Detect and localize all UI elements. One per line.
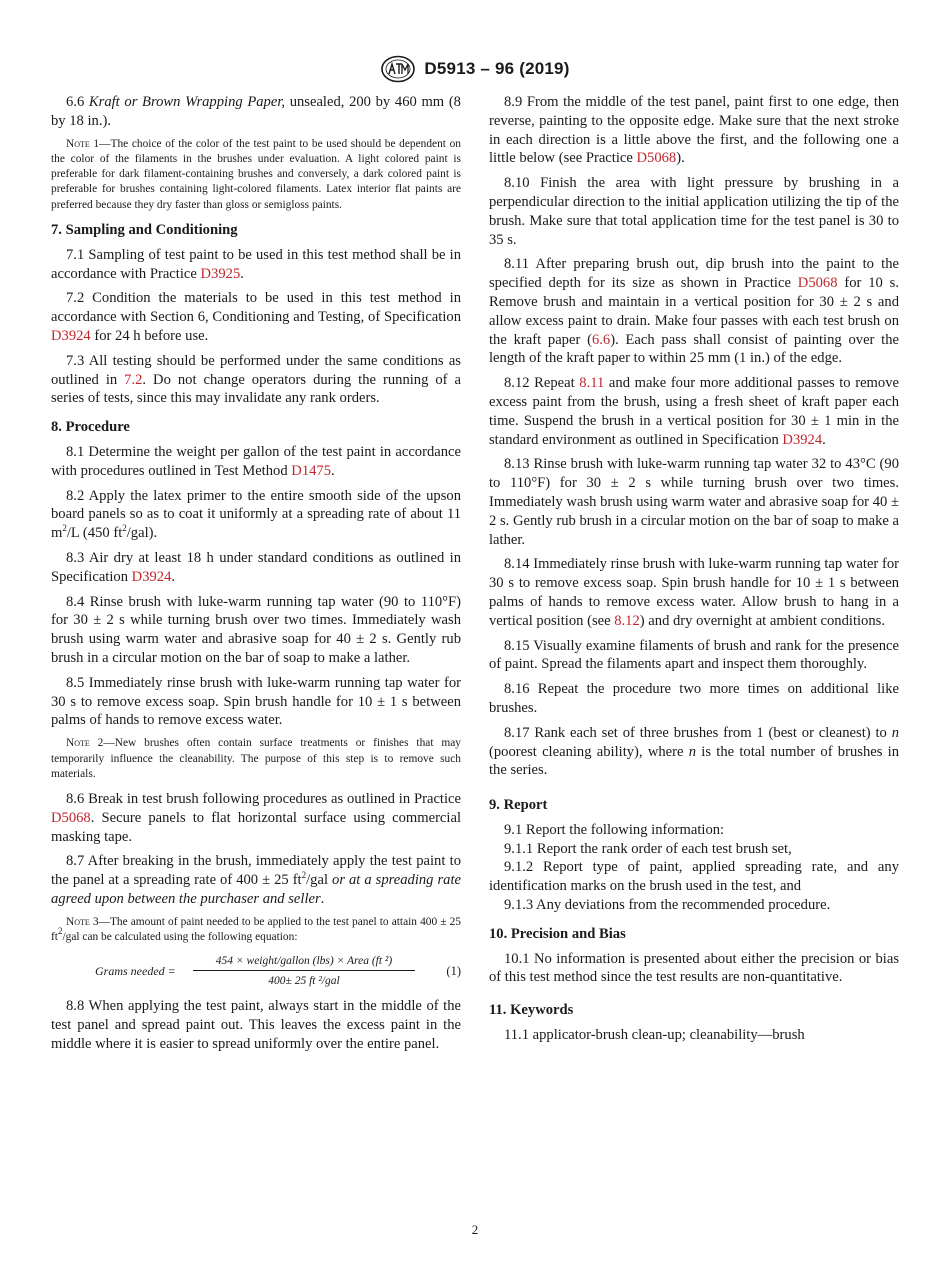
link-d5068[interactable]: D5068	[51, 809, 91, 826]
equation-lhs: Grams needed =	[95, 964, 176, 979]
note-3: Note 3—The amount of paint needed to be applied to the test panel to attain 400 ± 25 $ft^2$/gal can be calculated using the following equation:	[51, 915, 461, 944]
section-7-heading: 7. Sampling and Conditioning	[51, 222, 238, 239]
astm-logo-icon	[380, 55, 416, 83]
link-d3924[interactable]: D3924	[51, 328, 91, 345]
paragraph-8-6: 8.6 Break in test brush following procedures as outlined in Practice D5068. Secure panels to flat horizontal surface using commercial masking tape.	[51, 791, 461, 845]
paragraph-9-1-3: 9.1.3 Any deviations from the recommended procedure.	[504, 897, 831, 914]
paragraph-9-1-1: 9.1.1 Report the rank order of each test brush set,	[504, 840, 792, 857]
paragraph-8-7: 8.7 After breaking in the brush, immediately apply the test paint to the panel at a spreading rate of 400 ± 25 $ft^2$/gal or at a spreading rate agreed upon between the purchaser and seller.	[51, 853, 461, 908]
link-d1475[interactable]: D1475	[291, 462, 332, 479]
page-number: 2	[471, 1222, 479, 1237]
equation-1	[51, 953, 461, 991]
note-2: Note 2—New brushes often contain surface treatments or finishes that may temporarily influence the cleanability. The purpose of this step is to remove such materials.	[51, 737, 461, 780]
paragraph-8-14: 8.14 Immediately rinse brush with luke-warm running tap water for 30 s to remove excess soap. Spin brush handle for 10 ± 1 s between palms of hands to remove excess water. Allow brush to hang in a vertical position (see 8.12) and dry overnight at ambient conditions.	[489, 556, 899, 629]
paragraph-9-1-2: 9.1.2 Report type of paint, applied spreading rate, and any identification marks on the brush used in the test, and	[489, 859, 899, 895]
paragraph-9-1: 9.1 Report the following information:	[504, 821, 725, 838]
paragraph-10-1: 10.1 No information is presented about either the precision or bias of this test method since the test results are non-quantitative.	[489, 950, 899, 986]
paragraph-6-6: 6.6 Kraft or Brown Wrapping Paper, unsealed, 200 by 460 mm (8 by 18 in.).	[51, 94, 461, 129]
equation-fraction	[193, 953, 415, 989]
paragraph-8-3: 8.3 Air dry at least 18 h under standard conditions as outlined in Specification D3924.	[51, 550, 461, 585]
link-d5068[interactable]: D5068	[636, 150, 677, 167]
link-d3925[interactable]: D3925	[200, 265, 241, 282]
section-10-heading: 10. Precision and Bias	[489, 925, 626, 942]
paragraph-8-10: 8.10 Finish the area with light pressure by brushing in a perpendicular direction to the initial application utilizing the tip of the brush. Make sure that total application time for the test panel is 30 to 35 s.	[489, 175, 899, 248]
paragraph-8-8: 8.8 When applying the test paint, always start in the middle of the test panel and spread paint out. This leaves the excess paint in the middle where it is easier to spread uniformly over the entire panel.	[51, 998, 461, 1053]
equation-numerator: 454 × weight/gallon (lbs) × Area (ft ²)	[215, 955, 393, 968]
paragraph-8-2: 8.2 Apply the latex primer to the entire smooth side of the upson board panels so as to coat it uniformly at a spreading rate of about 11 $m^2/L$ (450 $ft^2/gal$).	[51, 487, 461, 542]
page-header	[0, 54, 950, 84]
section-8-heading: 8. Procedure	[51, 419, 130, 436]
link-d3924[interactable]: D3924	[782, 431, 823, 448]
paragraph-8-4: 8.4 Rinse brush with luke-warm running tap water (90 to 110°F) for 30 ± 2 s while turning brush over two times. Immediately wash brush using warm water and abrasive soap for 40 ± 2 s. Gently rub brush in a circular motion on the bar of soap to make a lather.	[51, 593, 461, 667]
link-d3924[interactable]: D3924	[131, 568, 172, 585]
paragraph-8-15: 8.15 Visually examine filaments of brush and rank for the presence of paint. Spread the filaments apart and inspect them thoroughly.	[489, 637, 899, 673]
left-column	[51, 93, 461, 1060]
paragraph-11-1: 11.1 applicator-brush clean-up; cleanability—brush	[504, 1027, 805, 1044]
link-d5068[interactable]: D5068	[797, 275, 838, 292]
paragraph-7-3: 7.3 All testing should be performed under the same conditions as outlined in 7.2. Do not change operators during the running of a series of tests, since this may invalidate any rank orders.	[51, 352, 461, 407]
link-8-11[interactable]: 8.11	[579, 375, 605, 392]
paragraph-8-1: 8.1 Determine the weight per gallon of the test paint in accordance with procedures outlined in Test Method D1475.	[51, 444, 461, 479]
paragraph-8-16: 8.16 Repeat the procedure two more times on additional like brushes.	[489, 681, 899, 716]
paragraph-7-2: 7.2 Condition the materials to be used in this test method in accordance with Section 6, Conditioning and Testing, of Specification D3924 for 24 h before use.	[51, 290, 461, 345]
paragraph-8-13: 8.13 Rinse brush with luke-warm running tap water 32 to 43°C (90 to 110°F) for 30 ± 2 s while turning brush over two times. Immediately wash brush using warm water and abrasive soap for 40 ± 2 s. Gently rub brush in a circular motion on the bar of soap to make a lather.	[489, 456, 899, 548]
paragraph-8-9: 8.9 From the middle of the test panel, paint first to one edge, then reverse, painting to the opposite edge. Make sure that the next stroke in each direction is a little above the first, and the following one a little below (see Practice D5068).	[489, 94, 899, 167]
document-id: D5913 – 96 (2019)	[424, 59, 570, 78]
fraction-bar	[193, 970, 415, 971]
right-column	[489, 93, 899, 1051]
note-1: Note 1—The choice of the color of the test paint to be used should be dependent on the color of the filaments in the brushes under evaluation. A light colored paint is preferable for dark filament-containing brushes and conversely, a dark colored paint is preferable for brushes containing light-colored filaments. Latex interior flat paints are preferred because they dry faster than gloss or semigloss paints.	[51, 137, 461, 211]
paragraph-8-12: 8.12 Repeat 8.11 and make four more additional passes to remove excess paint from the brush, using a fresh sheet of kraft paper each time. Suspend the brush in a vertical position for 30 ± 1 min in the standard environment as outlined in Specification D3924.	[489, 375, 899, 448]
link-7-2[interactable]: 7.2	[124, 371, 143, 388]
equation-number: (1)	[446, 964, 461, 979]
paragraph-8-11: 8.11 After preparing brush out, dip brush into the paint to the specified depth for its size as shown in Practice D5068 for 10 s. Remove brush and maintain in a vertical position for 30 ± 2 s and allow excess paint to drain. Make four passes with each test brush on the kraft paper (6.6). Each pass shall consist of painting over the length of the kraft paper to within 25 mm (1 in.) of the edge.	[489, 256, 899, 367]
section-11-heading: 11. Keywords	[489, 1002, 574, 1019]
section-9-heading: 9. Report	[489, 797, 548, 814]
paragraph-8-17: 8.17 Rank each set of three brushes from 1 (best or cleanest) to n (poorest cleaning ability), where n is the total number of brushes in the series.	[489, 724, 900, 779]
equation-denominator: 400± 25 ft ²/gal	[268, 975, 340, 988]
link-6-6[interactable]: 6.6	[591, 331, 611, 348]
paragraph-8-5: 8.5 Immediately rinse brush with luke-warm running tap water for 30 s to remove excess soap. Spin brush handle for 10 ± 1 s between palms of hands to remove excess water.	[51, 674, 461, 729]
link-8-12[interactable]: 8.12	[614, 612, 640, 629]
paragraph-7-1: 7.1 Sampling of test paint to be used in this test method shall be in accordance with Practice D3925.	[51, 246, 461, 282]
